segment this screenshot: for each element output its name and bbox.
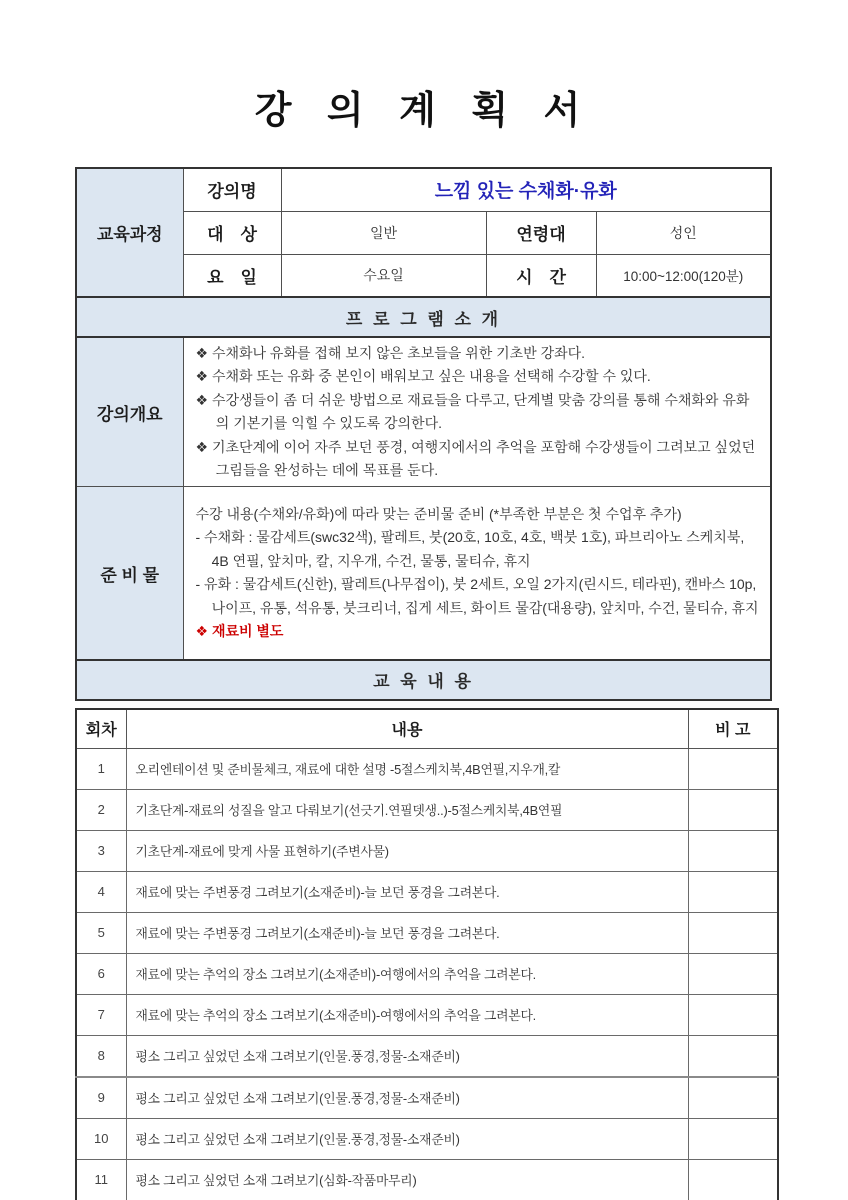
schedule-row-7: [76, 994, 778, 1035]
session-content: 재료에 맞는 추억의 장소 그려보기(소재준비)-여행에서의 추억을 그려본다.: [126, 953, 688, 994]
session-number: 6: [76, 953, 126, 994]
session-content: 기초단계-재료의 성질을 알고 다뤄보기(선긋기.연필뎃생..)-5절스케치북,4B연필: [126, 789, 688, 830]
label-time: 시 간: [486, 254, 596, 297]
label-target: 대 상: [183, 211, 281, 254]
course-info-table: [75, 167, 772, 701]
session-note: [688, 830, 778, 871]
session-content: 평소 그리고 싶었던 소재 그려보기(심화-작품마무리): [126, 1159, 688, 1200]
materials-line-list: [196, 503, 761, 620]
session-note: [688, 748, 778, 789]
time-value: 10:00~12:00(120분): [596, 254, 771, 297]
schedule-row-10: [76, 1118, 778, 1159]
schedule-header-content: 내용: [126, 709, 688, 749]
session-number: 1: [76, 748, 126, 789]
session-number: 2: [76, 789, 126, 830]
materials-cost-note: ❖ 재료비 별도: [195, 623, 284, 639]
schedule-row-4: [76, 871, 778, 912]
session-note: [688, 1159, 778, 1200]
session-number: 9: [76, 1077, 126, 1119]
session-note: [688, 912, 778, 953]
session-note: [688, 1035, 778, 1077]
age-group-value: 성인: [596, 211, 771, 254]
overview-bullet: ❖ 수강생들이 좀 더 쉬운 방법으로 재료들을 다루고, 단계별 맞춤 강의를 통해 수채화와 유화의 기본기를 익힐 수 있도록 강의한다.: [195, 391, 750, 432]
session-content: 기초단계-재료에 맞게 사물 표현하기(주변사물): [126, 830, 688, 871]
label-day: 요 일: [183, 254, 281, 297]
day-value: 수요일: [281, 254, 486, 297]
program-intro-band-row: [76, 297, 771, 337]
materials-line: 수강 내용(수채와/유화)에 따라 맞는 준비물 준비 (*부족한 부분은 첫 수업후 추가): [195, 505, 682, 522]
program-intro-header: 프 로 그 램 소 개: [76, 297, 771, 337]
schedule-row-6: [76, 953, 778, 994]
session-number: 4: [76, 871, 126, 912]
materials-row: [76, 487, 771, 660]
content-header: 교 육 내 용: [76, 660, 771, 700]
page-title: 강 의 계 획 서: [254, 90, 594, 132]
session-content: 평소 그리고 싶었던 소재 그려보기(인물.풍경,정물-소재준비): [126, 1035, 688, 1077]
overview-content: [183, 337, 771, 487]
session-content: 오리엔테이션 및 준비물체크, 재료에 대한 설명 -5절스케치북,4B연필,지우개,칼: [126, 748, 688, 789]
overview-bullet: ❖ 수채화나 유화를 접해 보지 않은 초보들을 위한 기초반 강좌다.: [195, 345, 586, 361]
schedule-header-row: [76, 709, 778, 749]
schedule-table: [75, 708, 779, 1200]
session-note: [688, 994, 778, 1035]
session-content: 재료에 맞는 추억의 장소 그려보기(소재준비)-여행에서의 추억을 그려본다.: [126, 994, 688, 1035]
overview-bullet-list: [196, 342, 761, 482]
schedule-row-11: [76, 1159, 778, 1200]
session-number: 11: [76, 1159, 126, 1200]
session-note: [688, 1077, 778, 1119]
materials-label: 준 비 물: [76, 487, 183, 660]
schedule-row-9: [76, 1077, 778, 1119]
overview-bullet: ❖ 수채화 또는 유화 중 본인이 배워보고 싶은 내용을 선택해 수강할 수 있다.: [195, 368, 651, 385]
schedule-row-1: [76, 748, 778, 789]
overview-bullet: ❖ 기초단계에 이어 자주 보던 풍경, 여행지에서의 추억을 포함해 수강생들이 그려보고 싶었던 그림들을 완성하는 데에 목표를 둔다.: [195, 438, 756, 479]
label-course-name: 강의명: [183, 168, 281, 211]
course-side-label: 교육과정: [76, 168, 183, 297]
target-value: 일반: [281, 211, 486, 254]
schedule-header-note: 비 고: [688, 709, 778, 749]
session-number: 3: [76, 830, 126, 871]
session-number: 8: [76, 1035, 126, 1077]
session-content: 평소 그리고 싶었던 소재 그려보기(인물.풍경,정물-소재준비): [126, 1077, 688, 1119]
course-row-name: [76, 168, 771, 211]
session-note: [688, 1118, 778, 1159]
content-band-row: [76, 660, 771, 700]
session-number: 5: [76, 912, 126, 953]
session-number: 10: [76, 1118, 126, 1159]
session-content: 평소 그리고 싶었던 소재 그려보기(인물.풍경,정물-소재준비): [126, 1118, 688, 1159]
materials-line: - 유화 : 물감세트(신한), 팔레트(나무접이), 붓 2세트, 오일 2가지(린시드, 테라핀), 캔바스 10p, 나이프, 유통, 석유통, 붓크리너, 집게 세트, 화이트 물감(대용량), 앞치마, 수건, 물티슈, 휴지: [195, 576, 759, 616]
schedule-header-session: 회차: [76, 709, 126, 749]
overview-label: 강의개요: [76, 337, 183, 487]
materials-line: - 수채화 : 물감세트(swc32색), 팔레트, 붓(20호, 10호, 4호, 백붓 1호), 파브리아노 스케치북, 4B 연필, 앞치마, 칼, 지우개, 수건, 물통, 물티슈, 휴지: [195, 529, 745, 569]
session-number: 7: [76, 994, 126, 1035]
session-note: [688, 953, 778, 994]
materials-content: [183, 487, 771, 660]
label-age-group: 연령대: [486, 211, 596, 254]
session-content: 재료에 맞는 주변풍경 그려보기(소재준비)-늘 보던 풍경을 그려본다.: [126, 912, 688, 953]
schedule-row-8: [76, 1035, 778, 1077]
schedule-row-5: [76, 912, 778, 953]
schedule-row-3: [76, 830, 778, 871]
session-content: 재료에 맞는 주변풍경 그려보기(소재준비)-늘 보던 풍경을 그려본다.: [126, 871, 688, 912]
session-note: [688, 871, 778, 912]
session-note: [688, 789, 778, 830]
course-name-value: 느낌 있는 수채화·유화: [281, 168, 771, 211]
overview-row: [76, 337, 771, 487]
schedule-row-2: [76, 789, 778, 830]
